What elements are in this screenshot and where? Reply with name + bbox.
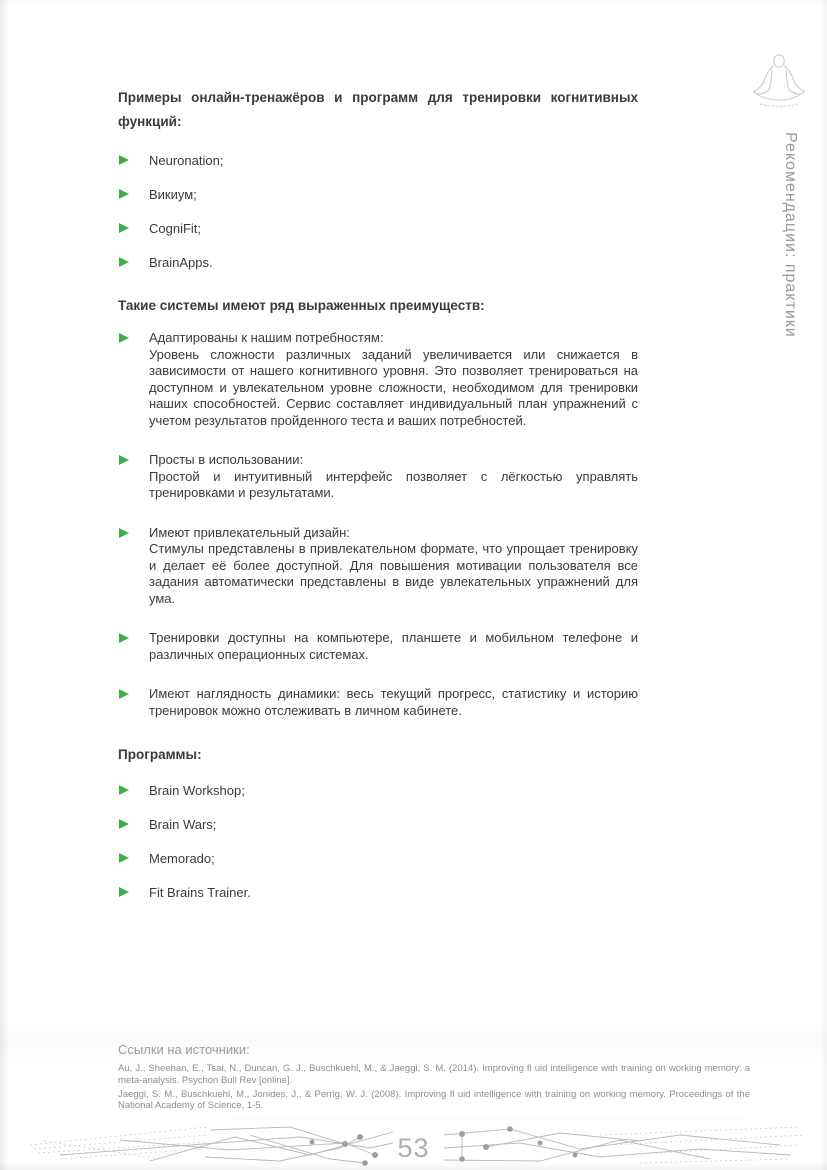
advantage-item bbox=[118, 525, 638, 608]
advantage-body: Уровень сложности различных заданий увеличивается или снижается в зависимости от нашего когнитивного уровня. Это позволяет тренироваться на доступном и увлекательном уровне сложности, необходимом для тренировки наших способностей. Сервис составляет индивидуальный план упражнений с учетом результатов пройденного теста и ваших потребностей. bbox=[149, 346, 638, 428]
advantage-item bbox=[118, 330, 638, 429]
programs-heading: Программы: bbox=[118, 747, 202, 762]
advantage-body: Простой и интуитивный интерфейс позволяет с лёгкостью управлять тренировками и результатами. bbox=[149, 468, 638, 500]
citation: Au, J., Sheehan, E., Tsai, N., Duncan, G. J., Buschkuehl, M., & Jaeggi, S. M. (2014). Improving fl uid intelligence with training on working memory: a meta-analysis. Psychon Bull Rev [online]. bbox=[118, 1063, 750, 1086]
sources-section bbox=[118, 1042, 750, 1114]
list-item-label: Викиум; bbox=[149, 187, 197, 202]
advantage-body: Стимулы представлены в привлекательном формате, что упрощает тренировку и делает её более доступной. Для повышения мотивации пользователя все задания автоматически представлены в виде увлекательных упражнений для ума. bbox=[149, 541, 638, 606]
main-content bbox=[118, 86, 638, 918]
green-triangle-icon bbox=[119, 257, 129, 267]
advantage-text bbox=[149, 630, 638, 663]
list-item bbox=[118, 220, 638, 237]
green-triangle-icon bbox=[119, 887, 129, 897]
advantage-text bbox=[149, 452, 638, 502]
advantage-title: Просты в использовании: bbox=[149, 452, 304, 467]
sources-heading: Ссылки на источники: bbox=[118, 1042, 250, 1057]
green-triangle-icon bbox=[119, 155, 129, 165]
list-item bbox=[118, 884, 638, 901]
green-triangle-icon bbox=[119, 528, 129, 538]
advantage-title: Имеют привлекательный дизайн: bbox=[149, 524, 350, 540]
list-item bbox=[118, 816, 638, 833]
advantage-item bbox=[118, 630, 638, 663]
online-tools-list bbox=[118, 152, 638, 271]
intro-paragraph: Примеры онлайн-тренажёров и программ для тренировки когнитивных функций: bbox=[118, 90, 638, 129]
advantage-body: Имеют наглядность динамики: весь текущий прогресс, статистику и историю тренировок можно отслеживать в личном кабинете. bbox=[149, 686, 638, 718]
green-triangle-icon bbox=[119, 189, 129, 199]
list-item-label: Brain Workshop; bbox=[149, 783, 245, 798]
green-triangle-icon bbox=[119, 689, 129, 699]
advantage-text bbox=[149, 525, 638, 608]
sidebar-chapter-label: Рекомендации: практики bbox=[782, 132, 799, 338]
green-triangle-icon bbox=[119, 785, 129, 795]
green-triangle-icon bbox=[119, 819, 129, 829]
page-footer bbox=[0, 1115, 827, 1170]
list-item-label: Neuronation; bbox=[149, 153, 224, 168]
list-item-label: Fit Brains Trainer. bbox=[149, 885, 251, 900]
page-number: 53 bbox=[397, 1133, 430, 1163]
list-item-label: BrainApps. bbox=[149, 255, 213, 270]
list-item-label: CogniFit; bbox=[149, 221, 202, 236]
list-item bbox=[118, 254, 638, 271]
green-triangle-icon bbox=[119, 223, 129, 233]
list-item-label: Brain Wars; bbox=[149, 817, 217, 832]
list-item bbox=[118, 782, 638, 799]
advantage-item bbox=[118, 686, 638, 719]
advantage-title: Адаптированы к нашим потребностям: bbox=[149, 330, 384, 345]
green-triangle-icon bbox=[119, 633, 129, 643]
green-triangle-icon bbox=[119, 333, 129, 343]
programs-list bbox=[118, 782, 638, 901]
green-triangle-icon bbox=[119, 853, 129, 863]
list-item bbox=[118, 186, 638, 203]
citation: Jaeggi, S. M., Buschkuehl, M., Jonides, J., & Perrig, W. J. (2008). Improving fl uid intelligence with training on working memory. Proceedings of the National Academy of Science, 1-5. bbox=[118, 1088, 750, 1111]
advantage-body: Тренировки доступны на компьютере, планшете и мобильном телефоне и различных операционных системах. bbox=[149, 630, 638, 662]
advantage-text bbox=[149, 330, 638, 429]
meditation-icon bbox=[747, 50, 811, 117]
list-item bbox=[118, 850, 638, 867]
list-item-label: Memorado; bbox=[149, 851, 215, 866]
green-triangle-icon bbox=[119, 455, 129, 465]
list-item bbox=[118, 152, 638, 169]
advantage-text bbox=[149, 686, 638, 719]
advantage-item bbox=[118, 452, 638, 502]
advantages-heading: Такие системы имеют ряд выраженных преимуществ: bbox=[118, 298, 485, 313]
